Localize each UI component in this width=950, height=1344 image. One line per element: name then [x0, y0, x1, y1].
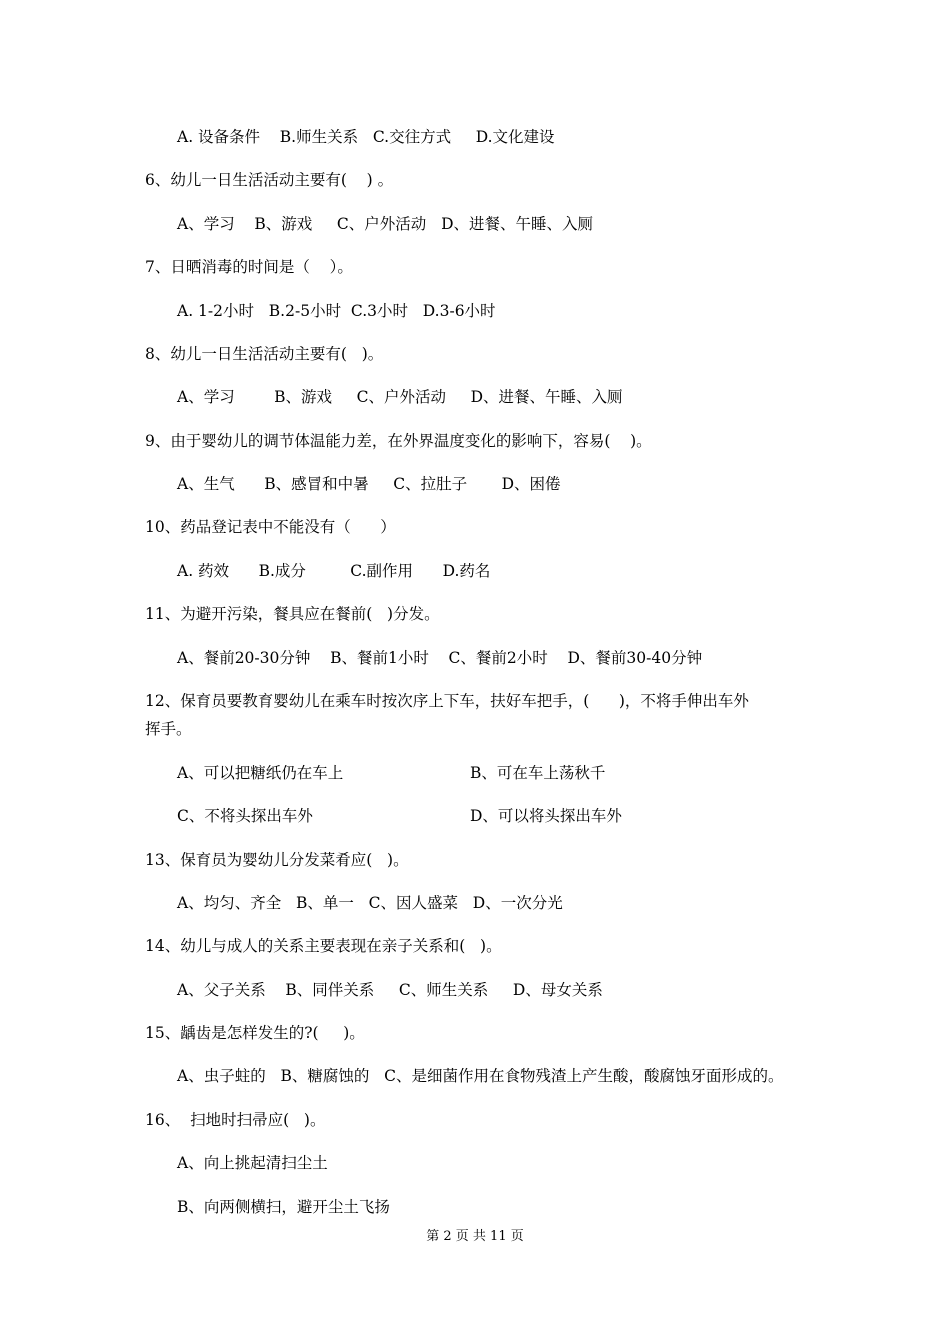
q7-options: A. 1-2小时 B.2-5小时 C.3小时 D.3-6小时: [177, 302, 496, 320]
q8-options: A、学习 B、游戏 C、户外活动 D、进餐、午睡、入厕: [177, 388, 623, 406]
question-12-cont: 挥手。: [145, 720, 192, 738]
q14-options: A、父子关系 B、同伴关系 C、师生关系 D、母女关系: [177, 981, 603, 999]
question-10: 10、药品登记表中不能没有（ ）: [145, 518, 396, 536]
q16-option-b: B、向两侧横扫，避开尘土飞扬: [177, 1198, 390, 1216]
question-7: 7、日晒消毒的时间是（ ）。: [145, 258, 353, 276]
question-14: 14、幼儿与成人的关系主要表现在亲子关系和( )。: [145, 937, 502, 955]
question-8: 8、幼儿一日生活活动主要有( )。: [145, 345, 384, 363]
question-9: 9、由于婴幼儿的调节体温能力差，在外界温度变化的影响下，容易( )。: [145, 432, 652, 450]
question-11: 11、为避开污染，餐具应在餐前( )分发。: [145, 605, 440, 623]
q16-option-a: A、向上挑起清扫尘土: [177, 1154, 328, 1172]
q12-option-c: C、不将头探出车外: [177, 807, 313, 825]
q6-options: A、学习 B、游戏 C、户外活动 D、进餐、午睡、入厕: [177, 215, 593, 233]
question-16: 16、 扫地时扫帚应( )。: [145, 1111, 326, 1129]
q10-options: A. 药效 B.成分 C.副作用 D.药名: [177, 562, 491, 580]
question-6: 6、幼儿一日生活活动主要有( ) 。: [145, 171, 394, 189]
q13-options: A、均匀、齐全 B、单一 C、因人盛菜 D、一次分光: [177, 894, 563, 912]
q12-option-a: A、可以把糖纸仍在车上: [177, 764, 344, 782]
q9-options: A、生气 B、感冒和中暑 C、拉肚子 D、困倦: [177, 475, 561, 493]
question-13: 13、保育员为婴幼儿分发菜肴应( )。: [145, 851, 409, 869]
q5-options: A. 设备条件 B.师生关系 C.交往方式 D.文化建设: [177, 128, 555, 146]
page-footer: 第 2 页 共 11 页: [426, 1229, 524, 1244]
q15-options: A、虫子蛀的 B、糖腐蚀的 C、是细菌作用在食物残渣上产生酸，酸腐蚀牙面形成的。: [177, 1067, 784, 1085]
q11-options: A、餐前20-30分钟 B、餐前1小时 C、餐前2小时 D、餐前30-40分钟: [177, 649, 703, 667]
q12-option-d: D、可以将头探出车外: [470, 807, 622, 825]
question-15: 15、龋齿是怎样发生的?( )。: [145, 1024, 365, 1042]
question-12: 12、保育员要教育婴幼儿在乘车时按次序上下车，扶好车把手，( )，不将手伸出车外: [145, 692, 749, 710]
q12-option-b: B、可在车上荡秋千: [470, 764, 606, 782]
